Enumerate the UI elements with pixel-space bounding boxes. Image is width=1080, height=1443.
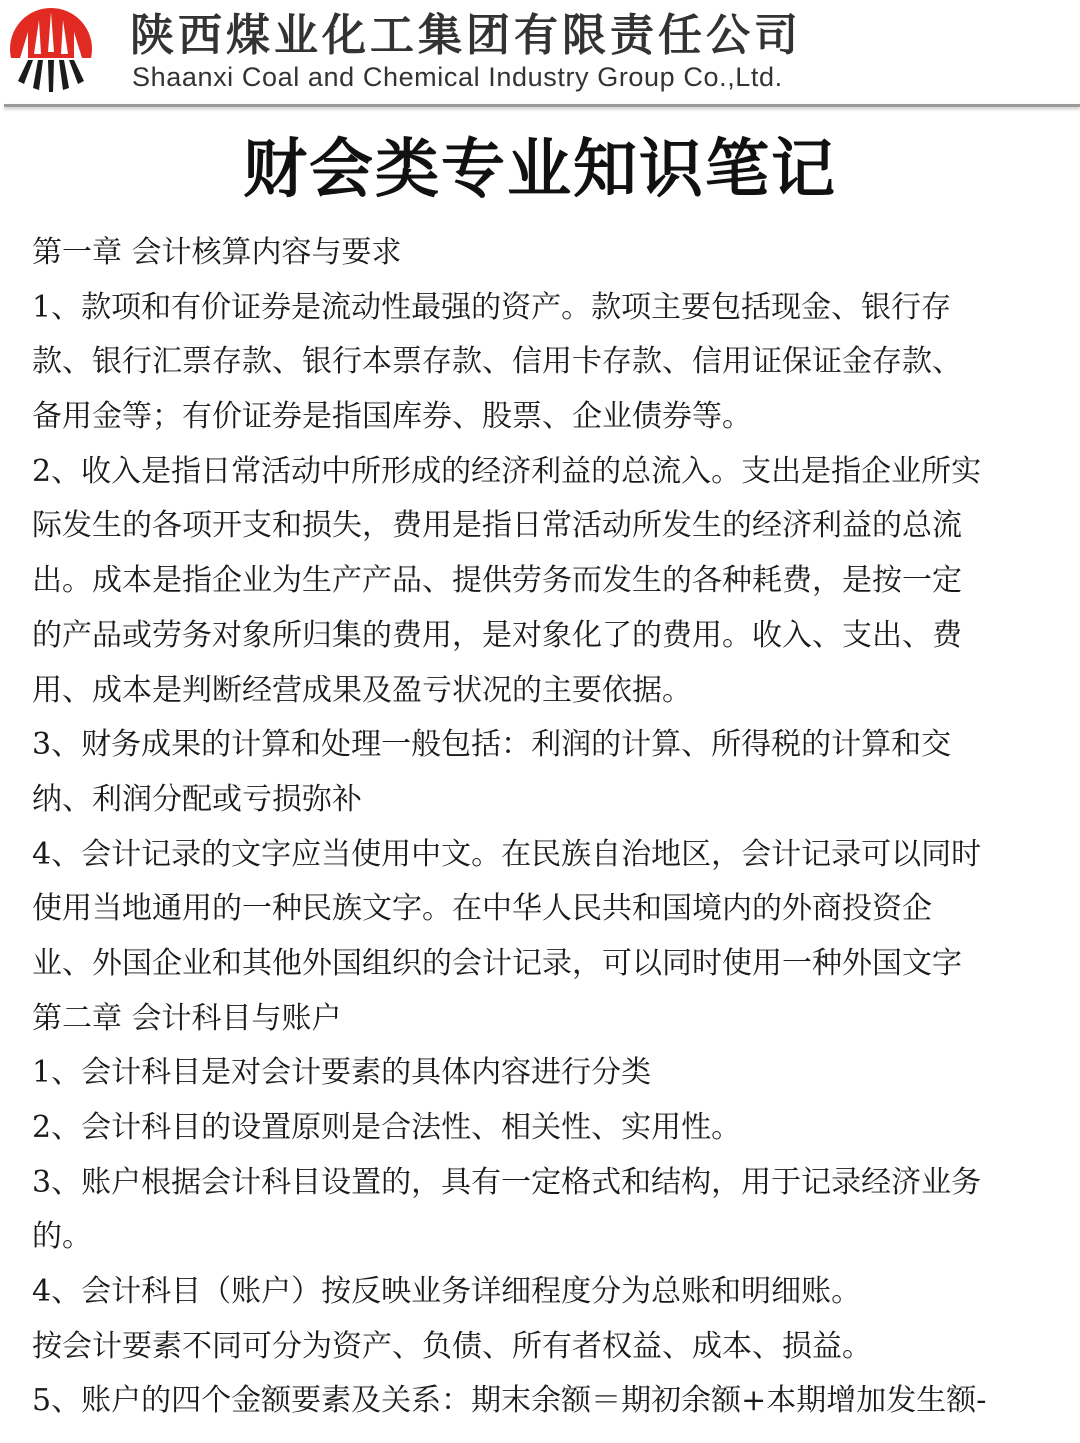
- note-line: 使用当地通用的一种民族文字。在中华人民共和国境内的外商投资企: [32, 891, 932, 927]
- header-divider: [4, 104, 1080, 107]
- note-line: 按会计要素不同可分为资产、负债、所有者权益、成本、损益。: [32, 1328, 872, 1364]
- note-line: 际发生的各项开支和损失，费用是指日常活动所发生的经济利益的总流: [32, 508, 962, 544]
- note-line: 的产品或劳务对象所归集的费用，是对象化了的费用。收入、支出、费: [32, 617, 962, 653]
- note-line: 业、外国企业和其他外国组织的会计记录，可以同时使用一种外国文字: [32, 945, 962, 981]
- note-line: 出。成本是指企业为生产产品、提供劳务而发生的各种耗费，是按一定: [32, 563, 962, 599]
- company-logo-icon: [8, 6, 94, 92]
- note-line: 纳、利润分配或亏损弥补: [32, 781, 362, 817]
- note-line: 用、成本是判断经营成果及盈亏状况的主要依据。: [32, 672, 692, 708]
- chapter-heading: 第二章 会计科目与账户: [32, 1000, 342, 1036]
- document-title: 财会类专业知识笔记: [243, 133, 837, 207]
- note-line: 备用金等；有价证券是指国库券、股票、企业债券等。: [32, 399, 752, 435]
- note-line: 2、会计科目的设置原则是合法性、相关性、实用性。: [32, 1110, 742, 1145]
- note-line: 的。: [32, 1219, 92, 1255]
- note-line: 3、财务成果的计算和处理一般包括：利润的计算、所得税的计算和交: [32, 727, 952, 763]
- note-line: 1、会计科目是对会计要素的具体内容进行分类: [32, 1055, 652, 1091]
- notes-body: [32, 226, 1062, 1429]
- document-header: [0, 0, 1080, 110]
- company-name-chinese: 陕西煤业化工集团有限责任公司: [130, 10, 802, 61]
- note-line: 5、账户的四个金额要素及关系：期末余额＝期初余额+本期增加发生额-: [32, 1383, 987, 1419]
- note-line: 4、会计记录的文字应当使用中文。在民族自治地区，会计记录可以同时: [32, 836, 982, 872]
- note-line: 1、款项和有价证券是流动性最强的资产。款项主要包括现金、银行存: [32, 289, 952, 325]
- company-name-english: Shaanxi Coal and Chemical Industry Group Co.,Ltd.: [132, 62, 783, 92]
- note-line: 3、账户根据会计科目设置的，具有一定格式和结构，用于记录经济业务: [32, 1164, 982, 1200]
- chapter-heading: 第一章 会计核算内容与要求: [32, 235, 402, 270]
- note-line: 款、银行汇票存款、银行本票存款、信用卡存款、信用证保证金存款、: [32, 344, 962, 380]
- note-line: 2、收入是指日常活动中所形成的经济利益的总流入。支出是指企业所实: [32, 453, 982, 489]
- note-line: 4、会计科目（账户）按反映业务详细程度分为总账和明细账。: [32, 1274, 862, 1310]
